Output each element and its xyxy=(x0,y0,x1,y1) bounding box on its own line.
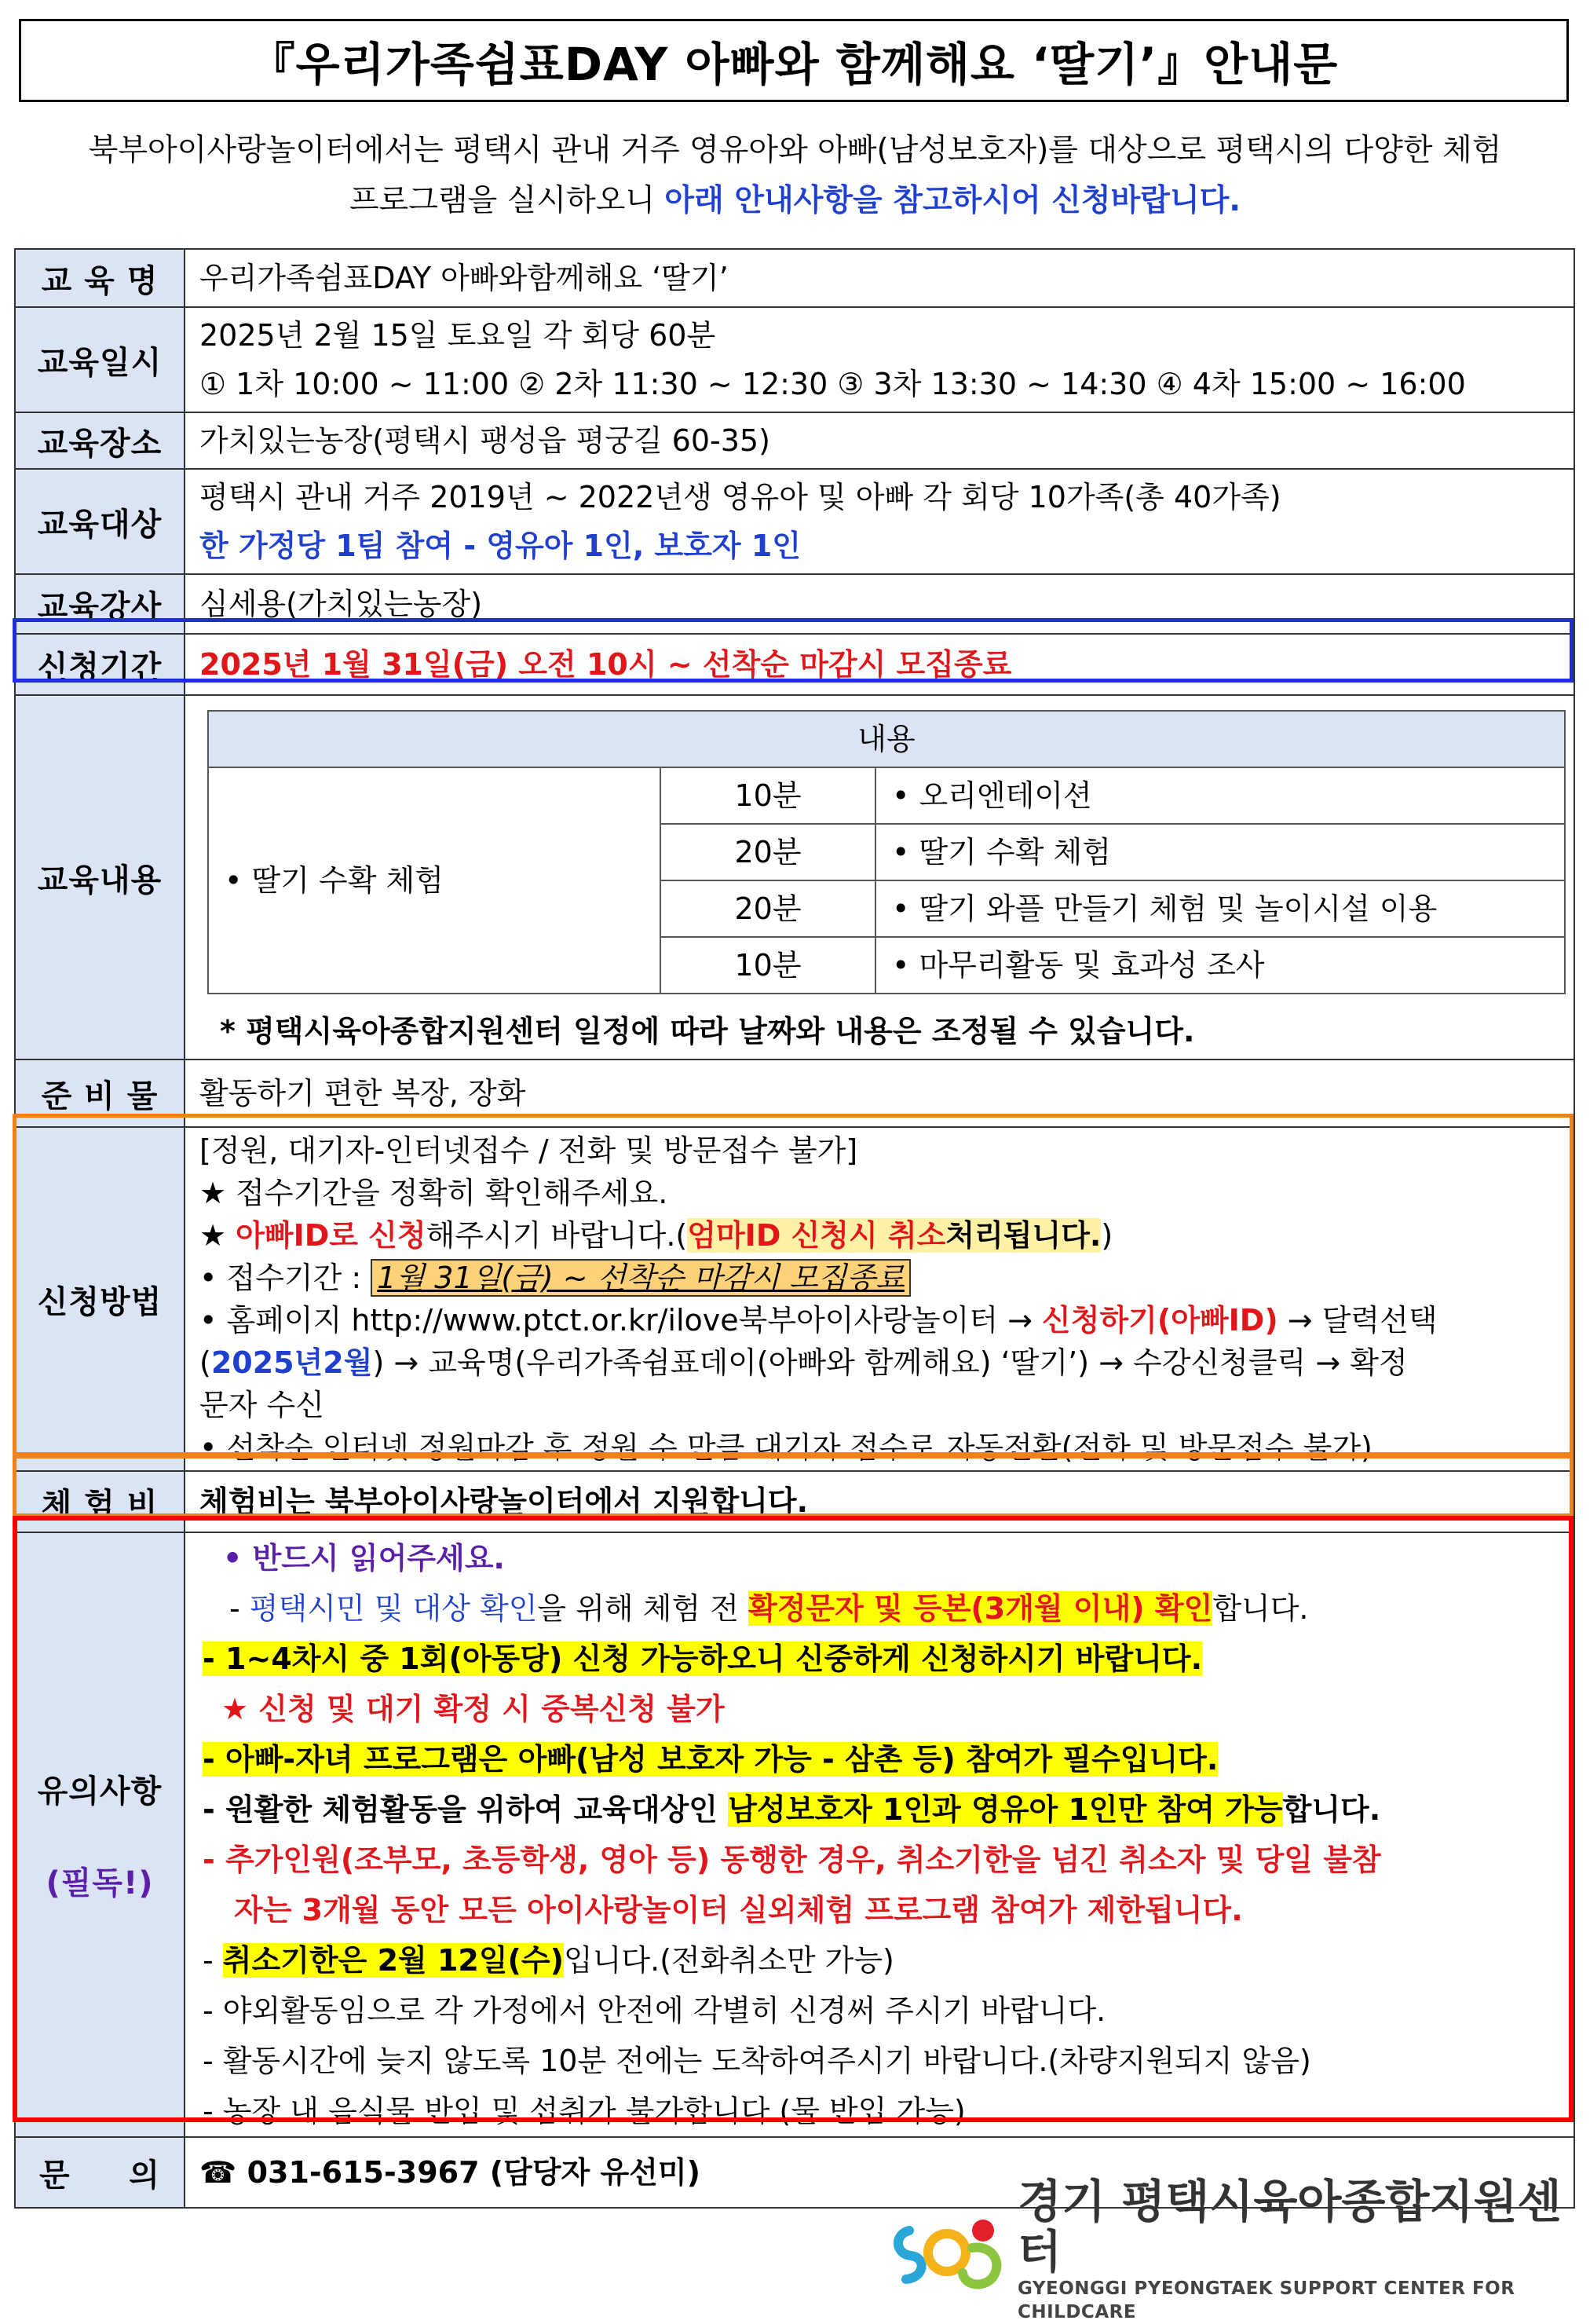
value-apply-method xyxy=(185,1127,1574,1471)
method-line-3-mid: 해주시기 바랍니다.( xyxy=(426,1218,688,1253)
content-desc: • 마무리활동 및 효과성 조사 xyxy=(875,937,1565,994)
method-line-2: ★ 접수기간을 정확히 확인해주세요. xyxy=(199,1176,668,1210)
label-preparation: 준 비 물 xyxy=(15,1060,185,1127)
notice-line-9 xyxy=(203,1935,1563,1985)
method-line-5 xyxy=(199,1299,1559,1341)
notice-line-7: - 추가인원(조부모, 초등학생, 영아 등) 동행한 경우, 취소기한을 넘긴 취소자 및 당일 불참 xyxy=(203,1843,1381,1877)
value-course-date xyxy=(185,307,1574,412)
method-line-6 xyxy=(199,1341,1559,1384)
label-course-date: 교육일시 xyxy=(15,307,185,412)
notice-line-2-mid: 을 위해 체험 전 xyxy=(537,1591,748,1626)
method-line-3-star: ★ xyxy=(199,1218,236,1253)
method-homepage-text: • 홈페이지 http://www.ptct.or.kr/ilove북부아이사랑놀이터 → xyxy=(199,1303,1043,1338)
method-month: 2025년2월 xyxy=(210,1345,373,1380)
notice-doc-check: 확정문자 및 등본(3개월 이내) 확인 xyxy=(748,1591,1213,1626)
notice-line-10: - 야외활동임으로 각 가정에서 안전에 각별히 신경써 주시기 바랍니다. xyxy=(203,1993,1106,2028)
value-course-place: 가치있는농장(평택시 팽성읍 평궁길 60-35) xyxy=(185,412,1574,469)
notice-must-read: (필독!) xyxy=(46,1865,154,1901)
value-course-content xyxy=(185,695,1574,1060)
label-course-content: 교육내용 xyxy=(15,695,185,1060)
notice-label: 유의사항 xyxy=(37,1773,163,1810)
value-course-name: 우리가족쉼표DAY 아빠와함께해요 ‘딸기’ xyxy=(185,249,1574,307)
method-dad-id-text: 아빠ID로 신청 xyxy=(236,1218,426,1253)
method-period-label: • 접수기간 : xyxy=(199,1261,371,1295)
notice-line-9-dash: - xyxy=(203,1943,223,1978)
row-notice xyxy=(15,1532,1574,2137)
method-period-value: 1월 31일(금) ~ 선착순 마감시 모집종료 xyxy=(371,1259,911,1297)
content-time: 20분 xyxy=(660,880,875,937)
center-logo-icon xyxy=(886,2207,1011,2293)
label-course-name: 교 육 명 xyxy=(15,249,185,307)
method-line-3-end: 처리됩니다. xyxy=(945,1218,1102,1253)
label-course-place: 교육장소 xyxy=(15,412,185,469)
intro-line-2-highlight: 아래 안내사항을 참고하시어 신청바랍니다. xyxy=(664,183,1241,218)
method-line-1: [정원, 대기자-인터넷접수 / 전화 및 방문접수 불가] xyxy=(199,1133,858,1168)
intro-line-2 xyxy=(8,176,1582,226)
course-target-line-1: 평택시 관내 거주 2019년 ~ 2022년생 영유아 및 아빠 각 회당 10가족(총 40가족) xyxy=(199,480,1281,514)
intro-line-2-plain: 프로그램을 실시하오니 xyxy=(349,183,665,218)
notice-line-2-end: 합니다. xyxy=(1212,1591,1309,1626)
method-line-3 xyxy=(199,1214,1559,1257)
value-contact: ☎ 031-615-3967 (담당자 유선미) xyxy=(185,2137,1574,2208)
row-course-target xyxy=(15,469,1574,574)
notice-one-session: - 1~4차시 중 1회(아동당) 신청 가능하오니 신중하게 신청하시기 바랍니다. xyxy=(203,1641,1203,1676)
footer-org-name-en: GYEONGGI PYEONGTAEK SUPPORT CENTER FOR CHILDCARE xyxy=(1018,2278,1515,2322)
value-fee: 체험비는 북부아이사랑놀이터에서 지원합니다. xyxy=(185,1471,1574,1532)
course-date-line-1: 2025년 2월 15일 토요일 각 회당 60분 xyxy=(199,318,716,353)
notice-line-12: - 농장 내 음식물 반입 및 섭취가 불가합니다.(물 반입 가능) xyxy=(203,2094,966,2128)
content-desc: • 딸기 수확 체험 xyxy=(875,824,1565,880)
notice-participants: 남성보호자 1인과 영유아 1인만 참여 가능 xyxy=(728,1792,1283,1827)
notice-line-4: ★ 신청 및 대기 확정 시 중복신청 불가 xyxy=(221,1692,725,1726)
value-apply-period: 2025년 1월 31일(금) 오전 10시 ~ 선착순 마감시 모집종료 xyxy=(185,634,1574,695)
footer-logo xyxy=(886,2175,1577,2322)
notice-line-6 xyxy=(203,1784,1563,1835)
value-notice xyxy=(185,1532,1574,2137)
label-fee: 체 험 비 xyxy=(15,1471,185,1532)
method-calendar-select: → 달력선택 xyxy=(1277,1303,1438,1338)
value-preparation: 활동하기 편한 복장, 장화 xyxy=(185,1060,1574,1127)
intro-paragraph xyxy=(8,126,1582,226)
notice-line-1: • 반드시 읽어주세요. xyxy=(223,1541,505,1576)
content-schedule-table xyxy=(207,710,1566,994)
content-time: 10분 xyxy=(660,767,875,824)
method-line-8: • 선착순 인터넷 정원마감 후 정원 수 만큼 대기자 접수로 자동전환(전화 및 방문접수 불가) xyxy=(199,1430,1373,1465)
label-contact: 문 의 xyxy=(15,2137,185,2208)
notice-line-3 xyxy=(203,1634,1563,1684)
label-course-teacher: 교육강사 xyxy=(15,574,185,634)
notice-line-11: - 활동시간에 늦지 않도록 10분 전에는 도착하여주시기 바랍니다.(차량지원되지 않음) xyxy=(203,2044,1311,2078)
notice-line-2-dash: - xyxy=(229,1591,250,1626)
course-date-line-2: ① 1차 10:00 ~ 11:00 ② 2차 11:30 ~ 12:30 ③ 3차 13:30 ~ 14:30 ④ 4차 15:00 ~ 16:00 xyxy=(199,367,1466,401)
row-course-place xyxy=(15,412,1574,469)
course-target-line-2: 한 가정당 1팀 참여 - 영유아 1인, 보호자 1인 xyxy=(199,529,801,563)
row-course-teacher xyxy=(15,574,1574,634)
label-notice xyxy=(15,1532,185,2137)
label-apply-method: 신청방법 xyxy=(15,1127,185,1471)
content-table-header: 내용 xyxy=(208,711,1565,767)
content-category: • 딸기 수확 체험 xyxy=(208,767,660,994)
row-apply-period xyxy=(15,634,1574,695)
content-time: 20분 xyxy=(660,824,875,880)
row-course-name xyxy=(15,249,1574,307)
notice-line-6-end: 합니다. xyxy=(1282,1792,1381,1827)
info-table xyxy=(14,248,1575,2209)
notice-resident-check: 평택시민 및 대상 확인 xyxy=(249,1591,538,1626)
footer-org-name-ko: 경기 평택시육아종합지원센터 xyxy=(1018,2175,1562,2278)
method-line-6-rest: ) → 교육명(우리가족쉼표데이(아빠와 함께해요) ‘딸기’) → 수강신청클릭 → 확정 xyxy=(372,1345,1408,1380)
notice-dad-required: - 아빠-자녀 프로그램은 아빠(남성 보호자 가능 - 삼촌 등) 참여가 필수입니다. xyxy=(203,1742,1219,1777)
notice-line-6-start: - 원활한 체험활동을 위하여 교육대상인 xyxy=(203,1792,729,1827)
notice-line-5 xyxy=(203,1734,1563,1784)
method-apply-dad-id: 신청하기(아빠ID) xyxy=(1042,1303,1278,1338)
notice-line-9-end: 입니다.(전화취소만 가능) xyxy=(563,1943,894,1978)
content-note: * 평택시육아종합지원센터 일정에 따라 날짜와 내용은 조정될 수 있습니다. xyxy=(220,1014,1195,1049)
notice-line-8: 자는 3개월 동안 모든 아이사랑놀이터 실외체험 프로그램 참여가 제한됩니다. xyxy=(234,1893,1243,1927)
value-course-target xyxy=(185,469,1574,574)
row-preparation xyxy=(15,1060,1574,1127)
label-apply-period: 신청기간 xyxy=(15,634,185,695)
method-line-3-close: ) xyxy=(1101,1218,1113,1253)
method-line-7: 문자 수신 xyxy=(199,1388,324,1422)
label-course-target: 교육대상 xyxy=(15,469,185,574)
content-time: 10분 xyxy=(660,937,875,994)
page-title xyxy=(19,19,1569,102)
content-desc: • 오리엔테이션 xyxy=(875,767,1565,824)
method-line-4 xyxy=(199,1257,1559,1299)
notice-cancel-deadline: 취소기한은 2월 12일(수) xyxy=(222,1943,564,1978)
method-mom-id-warning: 엄마ID 신청시 취소 xyxy=(687,1218,946,1253)
row-course-content xyxy=(15,695,1574,1060)
row-course-date xyxy=(15,307,1574,412)
content-row xyxy=(208,767,1565,824)
method-line-6-open: ( xyxy=(199,1345,211,1380)
notice-line-2 xyxy=(203,1583,1563,1634)
content-desc: • 딸기 와플 만들기 체험 및 놀이시설 이용 xyxy=(875,880,1565,937)
intro-line-1: 북부아이사랑놀이터에서는 평택시 관내 거주 영유아와 아빠(남성보호자)를 대상으로 평택시의 다양한 체험 xyxy=(88,133,1502,168)
row-apply-method xyxy=(15,1127,1574,1471)
page-title-text: 『우리가족쉼표DAY 아빠와 함께해요 ‘딸기’』안내문 xyxy=(249,38,1339,91)
row-fee xyxy=(15,1471,1574,1532)
value-course-teacher: 심세용(가치있는농장) xyxy=(185,574,1574,634)
